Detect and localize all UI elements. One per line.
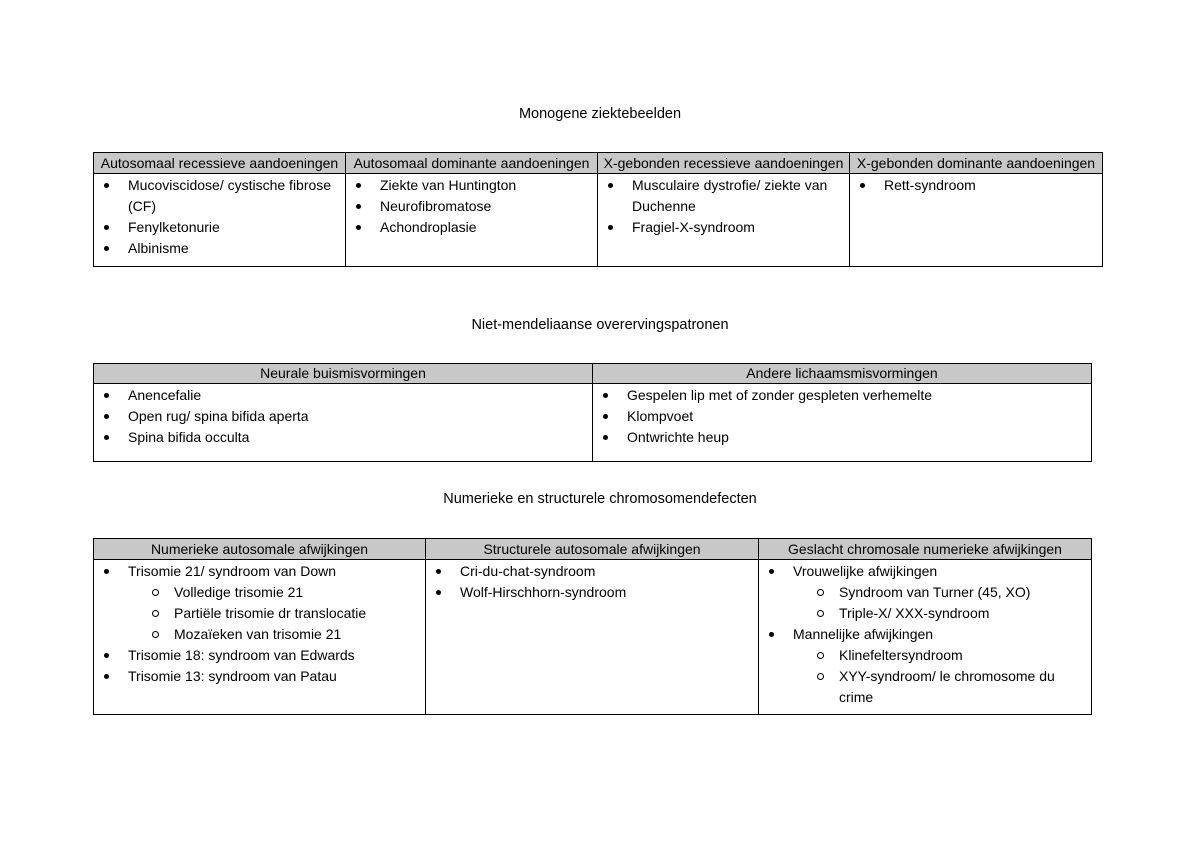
list-item bbox=[380, 175, 593, 196]
table-header-row bbox=[94, 539, 1092, 560]
list-item-text: Ziekte van Huntington bbox=[380, 177, 517, 193]
list-item bbox=[128, 645, 421, 666]
header-numerieke-autosomale: Numerieke autosomale afwijkingen bbox=[94, 539, 426, 560]
list-item bbox=[627, 385, 1087, 406]
bullet-list bbox=[94, 384, 592, 454]
list-item-text: Trisomie 18: syndroom van Edwards bbox=[128, 647, 355, 663]
list-item-text: Mannelijke afwijkingen bbox=[793, 626, 934, 642]
list-item-text: Fragiel-X-syndroom bbox=[632, 219, 755, 235]
list-item-text: Trisomie 21/ syndroom van Down bbox=[128, 563, 337, 579]
sub-list-item: Volledige trisomie 21 bbox=[174, 582, 421, 603]
bullet-list bbox=[593, 384, 1091, 454]
list-item bbox=[793, 624, 1087, 708]
bullet-list bbox=[850, 174, 1102, 202]
bullet-list bbox=[94, 174, 345, 265]
cell-column bbox=[346, 174, 598, 267]
list-item bbox=[793, 561, 1087, 624]
cell-column bbox=[94, 384, 593, 462]
list-item-text: Rett-syndroom bbox=[884, 177, 976, 193]
list-item bbox=[128, 406, 588, 427]
list-item-text: Trisomie 13: syndroom van Patau bbox=[128, 668, 337, 684]
cell-column bbox=[94, 560, 426, 715]
section-title-chromosomendefecten: Numerieke en structurele chromosomendefecten bbox=[443, 491, 757, 507]
list-item bbox=[460, 582, 754, 603]
cell-column bbox=[850, 174, 1103, 267]
cell-column bbox=[598, 174, 850, 267]
list-item-text: Ontwrichte heup bbox=[627, 429, 729, 445]
header-geslacht-chromosale: Geslacht chromosale numerieke afwijkingen bbox=[759, 539, 1092, 560]
table-header-row bbox=[94, 364, 1092, 384]
cell-column bbox=[593, 384, 1092, 462]
bullet-list bbox=[346, 174, 597, 244]
list-item bbox=[884, 175, 1098, 196]
list-item-text: Gespelen lip met of zonder gespleten verhemelte bbox=[627, 387, 933, 403]
list-item-text: Musculaire dystrofie/ ziekte van Duchenne bbox=[632, 177, 828, 214]
section-title-monogene: Monogene ziektebeelden bbox=[518, 106, 682, 122]
bullet-list bbox=[759, 560, 1091, 714]
sub-bullet-list bbox=[793, 582, 1087, 624]
sub-list-item: Triple-X/ XXX-syndroom bbox=[839, 603, 1087, 624]
list-item bbox=[627, 406, 1087, 427]
list-item bbox=[380, 196, 593, 217]
sub-bullet-list bbox=[128, 582, 421, 645]
list-item bbox=[632, 217, 845, 238]
table-header-row bbox=[94, 153, 1103, 174]
list-item-text: Mucoviscidose/ cystische fibrose (CF) bbox=[128, 177, 332, 214]
header-andere-lichaamsmisvormingen: Andere lichaamsmisvormingen bbox=[593, 364, 1092, 384]
list-item bbox=[632, 175, 845, 217]
list-item-text: Spina bifida occulta bbox=[128, 429, 250, 445]
header-autosomaal-recessief: Autosomaal recessieve aandoeningen bbox=[94, 153, 346, 174]
section-title-niet-mendeliaans: Niet-mendeliaanse overervingspatronen bbox=[471, 317, 729, 333]
table-niet-mendeliaans bbox=[93, 363, 1092, 462]
list-item-text: Cri-du-chat-syndroom bbox=[460, 563, 596, 579]
table-body-row bbox=[94, 174, 1103, 267]
cell-column bbox=[759, 560, 1092, 715]
list-item bbox=[128, 427, 588, 448]
list-item bbox=[128, 385, 588, 406]
header-autosomaal-dominant: Autosomaal dominante aandoeningen bbox=[346, 153, 598, 174]
sub-list-item: Partiële trisomie dr translocatie bbox=[174, 603, 421, 624]
sub-list-item: Syndroom van Turner (45, XO) bbox=[839, 582, 1087, 603]
bullet-list bbox=[598, 174, 849, 244]
sub-bullet-list bbox=[793, 645, 1087, 708]
list-item bbox=[627, 427, 1087, 448]
list-item-text: Open rug/ spina bifida aperta bbox=[128, 408, 309, 424]
list-item-text: Wolf-Hirschhorn-syndroom bbox=[460, 584, 627, 600]
list-item-text: Albinisme bbox=[128, 240, 189, 256]
list-item-text: Neurofibromatose bbox=[380, 198, 492, 214]
list-item-text: Klompvoet bbox=[627, 408, 694, 424]
sub-list-item: XYY-syndroom/ le chromosome du crime bbox=[839, 666, 1087, 708]
sub-list-item: Mozaïeken van trisomie 21 bbox=[174, 624, 421, 645]
list-item bbox=[128, 175, 341, 217]
bullet-list bbox=[94, 560, 425, 693]
header-x-gebonden-dominant: X-gebonden dominante aandoeningen bbox=[850, 153, 1103, 174]
header-neurale-buismisvormingen: Neurale buismisvormingen bbox=[94, 364, 593, 384]
list-item-text: Anencefalie bbox=[128, 387, 202, 403]
bullet-list bbox=[426, 560, 758, 609]
table-chromosomendefecten bbox=[93, 538, 1092, 715]
list-item bbox=[380, 217, 593, 238]
table-body-row bbox=[94, 560, 1092, 715]
list-item-text: Fenylketonurie bbox=[128, 219, 220, 235]
list-item-text: Vrouwelijke afwijkingen bbox=[793, 563, 938, 579]
cell-column bbox=[94, 174, 346, 267]
header-x-gebonden-recessief: X-gebonden recessieve aandoeningen bbox=[598, 153, 850, 174]
list-item bbox=[460, 561, 754, 582]
header-structurele-autosomale: Structurele autosomale afwijkingen bbox=[426, 539, 759, 560]
list-item bbox=[128, 238, 341, 259]
list-item bbox=[128, 666, 421, 687]
table-body-row bbox=[94, 384, 1092, 462]
list-item bbox=[128, 561, 421, 645]
cell-column bbox=[426, 560, 759, 715]
list-item-text: Achondroplasie bbox=[380, 219, 477, 235]
table-monogene bbox=[93, 152, 1103, 267]
list-item bbox=[128, 217, 341, 238]
sub-list-item: Klinefeltersyndroom bbox=[839, 645, 1087, 666]
